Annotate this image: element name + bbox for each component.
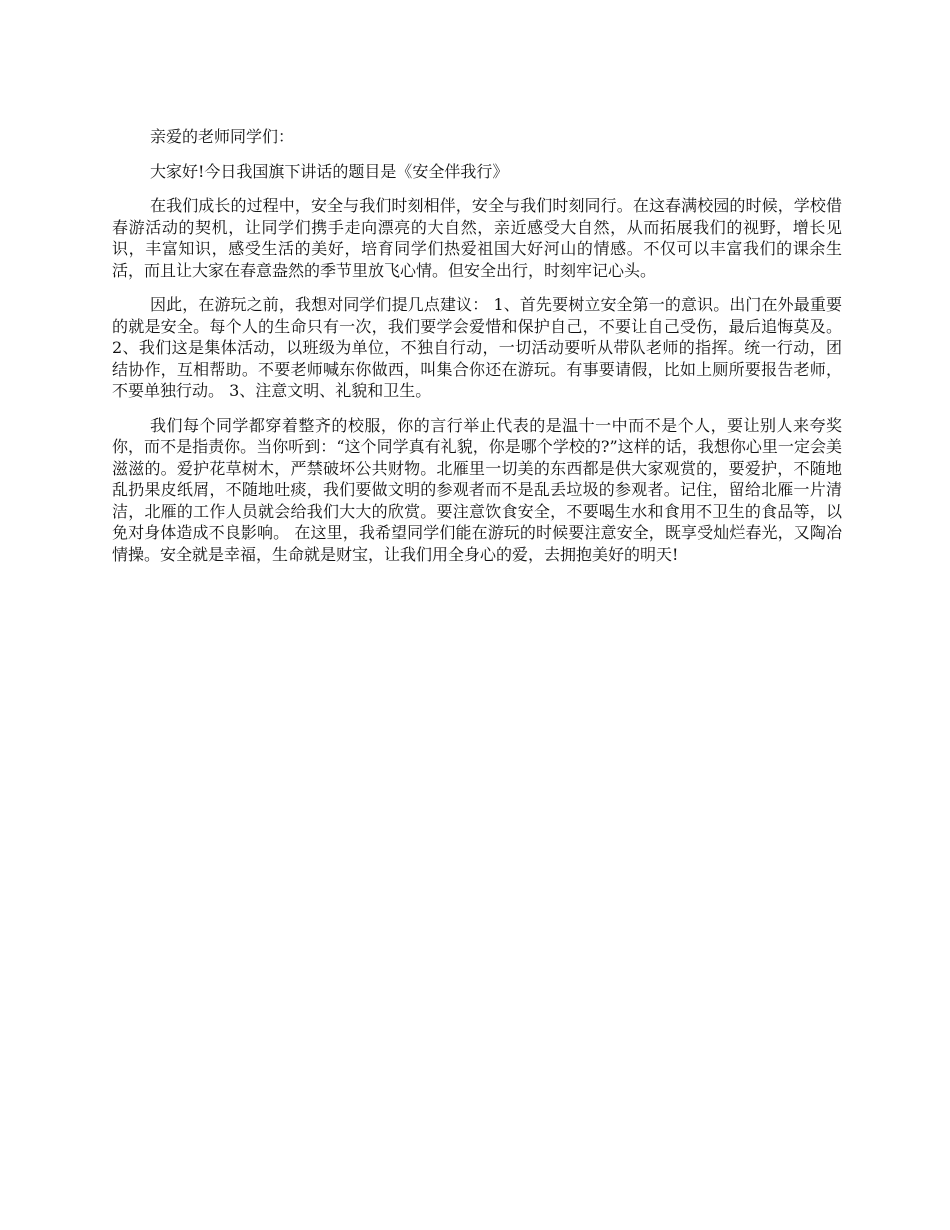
paragraph-growth-and-safety: 在我们成长的过程中，安全与我们时刻相伴，安全与我们时刻同行。在这春满校园的时候，学校借春游活动的契机，让同学们携手走向漂亮的大自然，亲近感受大自然，从而拓展我们的视野，增长见识，丰富知识，感受生活的美好，培育同学们热爱祖国大好河山的情感。不仅可以丰富我们的课余生活，而且让大家在春意盎然的季节里放飞心情。但安全出行，时刻牢记心头。 [112,196,842,280]
document-body [112,126,842,578]
paragraph-suggestions: 因此，在游玩之前，我想对同学们提几点建议： 1、首先要树立安全第一的意识。出门在外最重要的就是安全。每个人的生命只有一次，我们要学会爱惜和保护自己，不要让自己受伤，最后追悔莫及。 2、我们这是集体活动，以班级为单位，不独自行动，一切活动要听从带队老师的指挥。统一行动，团结协作，互相帮助。不要老师喊东你做西，叫集合你还在游玩。有事要请假，比如上厕所要报告老师，不要单独行动。 3、注意文明、礼貌和卫生。 [112,295,842,400]
paragraph-civility-and-closing: 我们每个同学都穿着整齐的校服，你的言行举止代表的是温十一中而不是个人，要让别人来夸奖你，而不是指责你。当你听到：“这个同学真有礼貌，你是哪个学校的?”这样的话，我想你心里一定会美滋滋的。爱护花草树木，严禁破坏公共财物。北雁里一切美的东西都是供大家观赏的，要爱护，不随地乱扔果皮纸屑，不随地吐痰，我们要做文明的参观者而不是乱丢垃圾的参观者。记住，留给北雁一片清洁，北雁的工作人员就会给我们大大的欣赏。要注意饮食安全，不要喝生水和食用不卫生的食品等，以免对身体造成不良影响。 在这里，我希望同学们能在游玩的时候要注意安全，既享受灿烂春光，又陶冶情操。安全就是幸福，生命就是财宝，让我们用全身心的爱，去拥抱美好的明天! [112,415,842,564]
paragraph-opening: 大家好!今日我国旗下讲话的题目是《安全伴我行》 [150,161,509,181]
greeting-line: 亲爱的老师同学们： [150,127,295,146]
